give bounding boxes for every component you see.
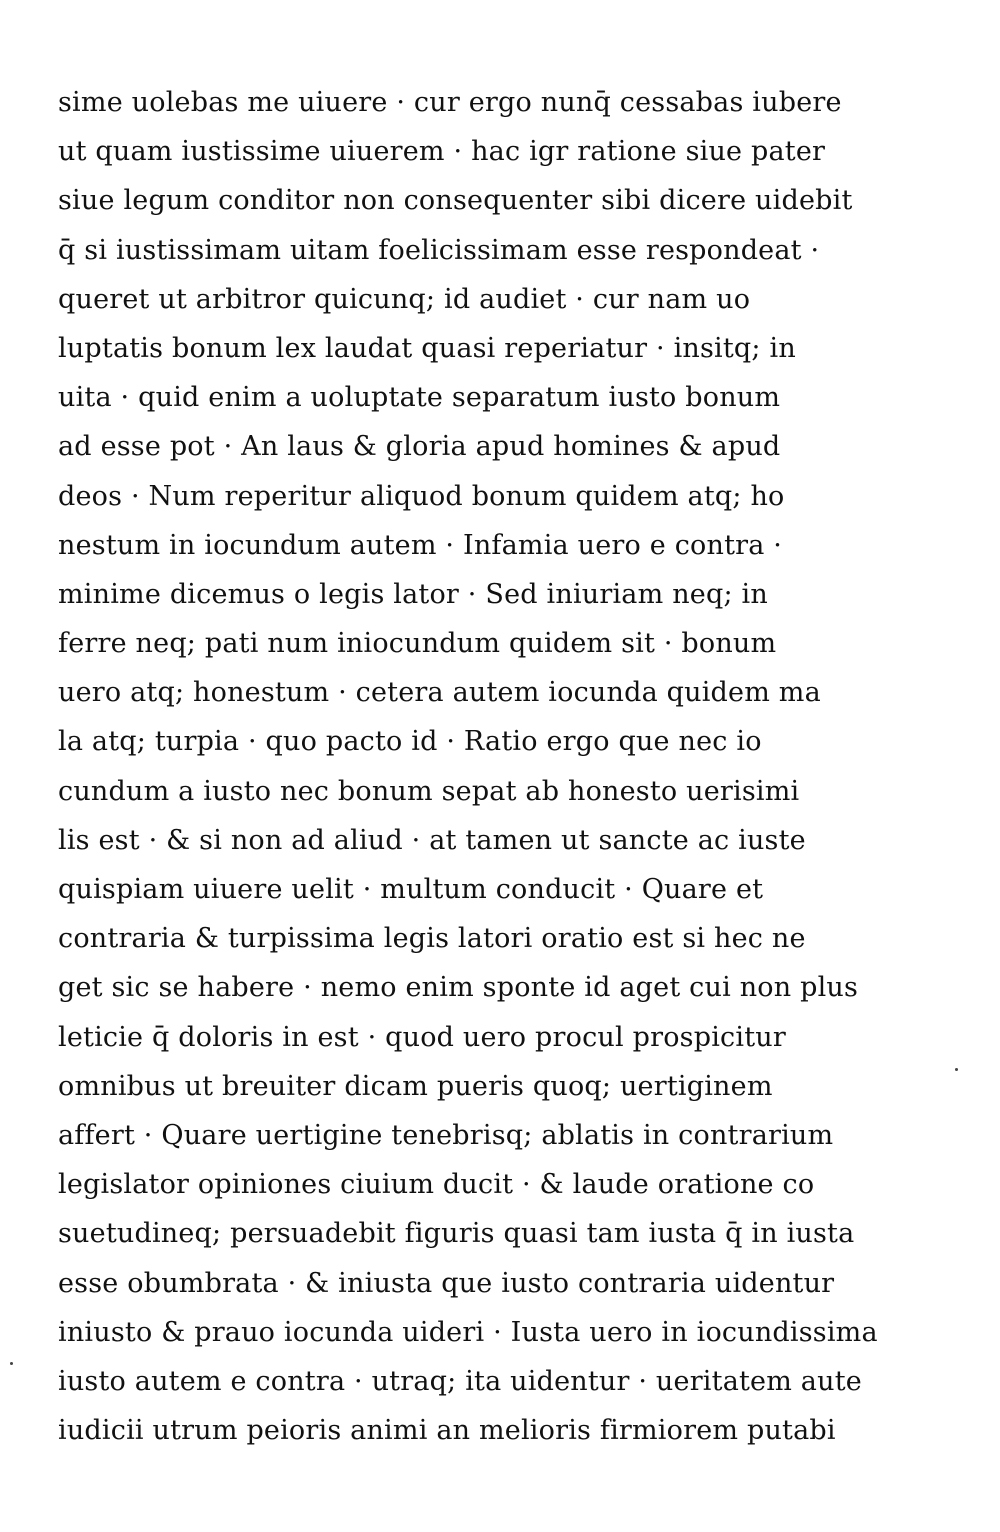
text-line: uero atq; honestum · cetera autem iocunda quidem ma: [58, 677, 821, 709]
text-line: minime dicemus o legis lator · Sed iniuriam neq; in: [58, 578, 768, 610]
text-line: leticie q̄ doloris in est · quod uero procul prospicitur: [58, 1021, 786, 1053]
text-line: iudicii utrum peioris animi an melioris firmiorem putabi: [58, 1415, 836, 1447]
ink-speck: [10, 1362, 13, 1365]
text-line: ad esse pot · An laus & gloria apud homines & apud: [58, 431, 781, 463]
text-line: q̄ si iustissimam uitam foelicissimam esse respondeat ·: [58, 234, 820, 266]
text-line: sime uolebas me uiuere · cur ergo nunq̄ cessabas iubere: [58, 87, 842, 118]
text-line: affert · Quare uertigine tenebrisq; ablatis in contrarium: [58, 1119, 834, 1151]
text-line: nestum in iocundum autem · Infamia uero e contra ·: [58, 529, 783, 561]
text-line: legislator opiniones ciuium ducit · & laude oratione co: [58, 1169, 815, 1201]
text-line: lis est · & si non ad aliud · at tamen ut sancte ac iuste: [58, 824, 806, 856]
text-line: suetudineq; persuadebit figuris quasi tam iusta q̄ in iusta: [58, 1218, 855, 1250]
text-line: uita · quid enim a uoluptate separatum iusto bonum: [58, 382, 781, 414]
text-line: contraria & turpissima legis latori oratio est si hec ne: [58, 923, 806, 955]
text-line: iniusto & prauo iocunda uideri · Iusta uero in iocundissima: [58, 1316, 878, 1348]
text-line: ut quam iustissime uiuerem · hac igr ratione siue pater: [58, 136, 826, 168]
text-line: iusto autem e contra · utraq; ita uidentur · ueritatem aute: [58, 1365, 862, 1397]
text-line: siue legum conditor non consequenter sibi dicere uidebit: [58, 185, 853, 217]
text-line: deos · Num reperitur aliquod bonum quidem atq; ho: [58, 480, 785, 512]
text-line: quispiam uiuere uelit · multum conducit · Quare et: [58, 874, 764, 905]
ink-speck: [955, 1068, 958, 1071]
text-line: cundum a iusto nec bonum sepat ab honesto uerisimi: [58, 775, 800, 807]
text-line: get sic se habere · nemo enim sponte id aget cui non plus: [58, 972, 859, 1004]
text-line: luptatis bonum lex laudat quasi reperiatur · insitq; in: [58, 332, 796, 364]
text-line: omnibus ut breuiter dicam pueris quoq; uertiginem: [58, 1070, 773, 1102]
text-line: la atq; turpia · quo pacto id · Ratio ergo que nec io: [58, 726, 762, 758]
text-line: esse obumbrata · & iniusta que iusto contraria uidentur: [58, 1267, 835, 1299]
text-block: [58, 78, 938, 1455]
text-line: queret ut arbitror quicunq; id audiet · cur nam uo: [58, 283, 751, 315]
text-line: ferre neq; pati num iniocundum quidem sit · bonum: [58, 628, 777, 660]
